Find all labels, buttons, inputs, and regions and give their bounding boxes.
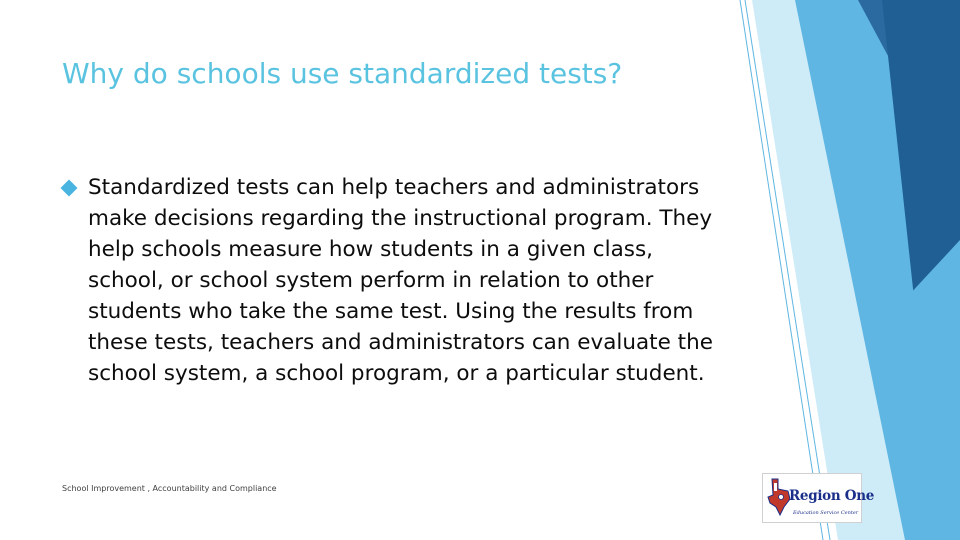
bullet-text: Standardized tests can help teachers and administrators make decisions regarding the instructional program. They help schools measure how students in a given class, school, or school system perform in relation to other students who take the same test. Using the results from these tests, teachers and administrators can evaluate the school system, a school program, or a particular student. [88, 175, 713, 386]
diamond-bullet-icon [61, 180, 78, 197]
region-one-logo [762, 473, 875, 523]
logo-subtitle: Education Service Center [793, 510, 859, 516]
logo-name: Region One [789, 488, 875, 504]
slide-title: Why do schools use standardized tests? [62, 57, 623, 90]
bullet-item [63, 172, 743, 389]
slide-footer: School Improvement , Accountability and Compliance [62, 484, 277, 493]
